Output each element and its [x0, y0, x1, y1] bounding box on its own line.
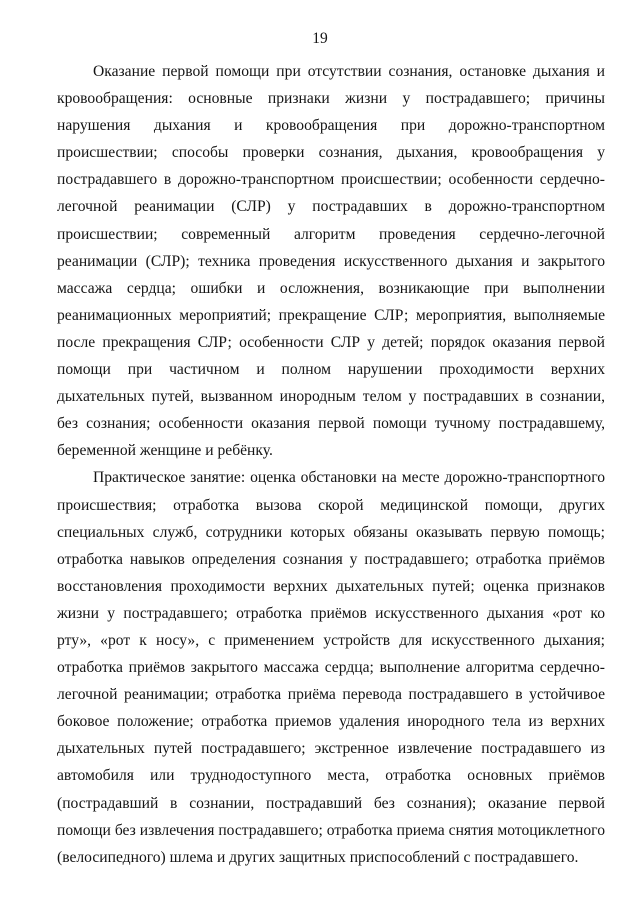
- paragraph-first-aid-theory: Оказание первой помощи при отсутствии сознания, остановке дыхания и кровообращения: основные признаки жизни у пострадавшего; причины нарушения дыхания и кровообращения при дорожно-транспортном происшествии; способы проверки сознания, дыхания, кровообращения у пострадавшего в дорожно-транспортном происшествии; особенности сердечно-легочной реанимации (СЛР) у пострадавших в дорожно-транспортном происшествии; современный алгоритм проведения сердечно-легочной реанимации (СЛР); техника проведения искусственного дыхания и закрытого массажа сердца; ошибки и осложнения, возникающие при выполнении реанимационных мероприятий; прекращение СЛР; мероприятия, выполняемые после прекращения СЛР; особенности СЛР у детей; порядок оказания первой помощи при частичном и полном нарушении проходимости верхних дыхательных путей, вызванном инородным телом у пострадавших в сознании, без сознания; особенности оказания первой помощи тучному пострадавшему, беременной женщине и ребёнку.: [57, 63, 605, 460]
- page-number: 19: [312, 30, 328, 47]
- document-body: [57, 58, 605, 871]
- paragraph-practical-session: Практическое занятие: оценка обстановки на месте дорожно-транспортного происшествия; отработка вызова скорой медицинской помощи, других специальных служб, сотрудники которых обязаны оказывать первую помощь; отработка навыков определения сознания у пострадавшего; отработка приёмов восстановления проходимости верхних дыхательных путей; оценка признаков жизни у пострадавшего; отработка приёмов искусственного дыхания «рот ко рту», «рот к носу», с применением устройств для искусственного дыхания; отработка приёмов закрытого массажа сердца; выполнение алгоритма сердечно-легочной реанимации; отработка приёма перевода пострадавшего в устойчивое боковое положение; отработка приемов удаления инородного тела из верхних дыхательных путей пострадавшего; экстренное извлечение пострадавшего из автомобиля или труднодоступного места, отработка основных приёмов (пострадавший в сознании, пострадавший без сознания); оказание первой помощи без извлечения пострадавшего; отработка приема снятия мотоциклетного (велосипедного) шлема и других защитных приспособлений с пострадавшего.: [57, 469, 605, 866]
